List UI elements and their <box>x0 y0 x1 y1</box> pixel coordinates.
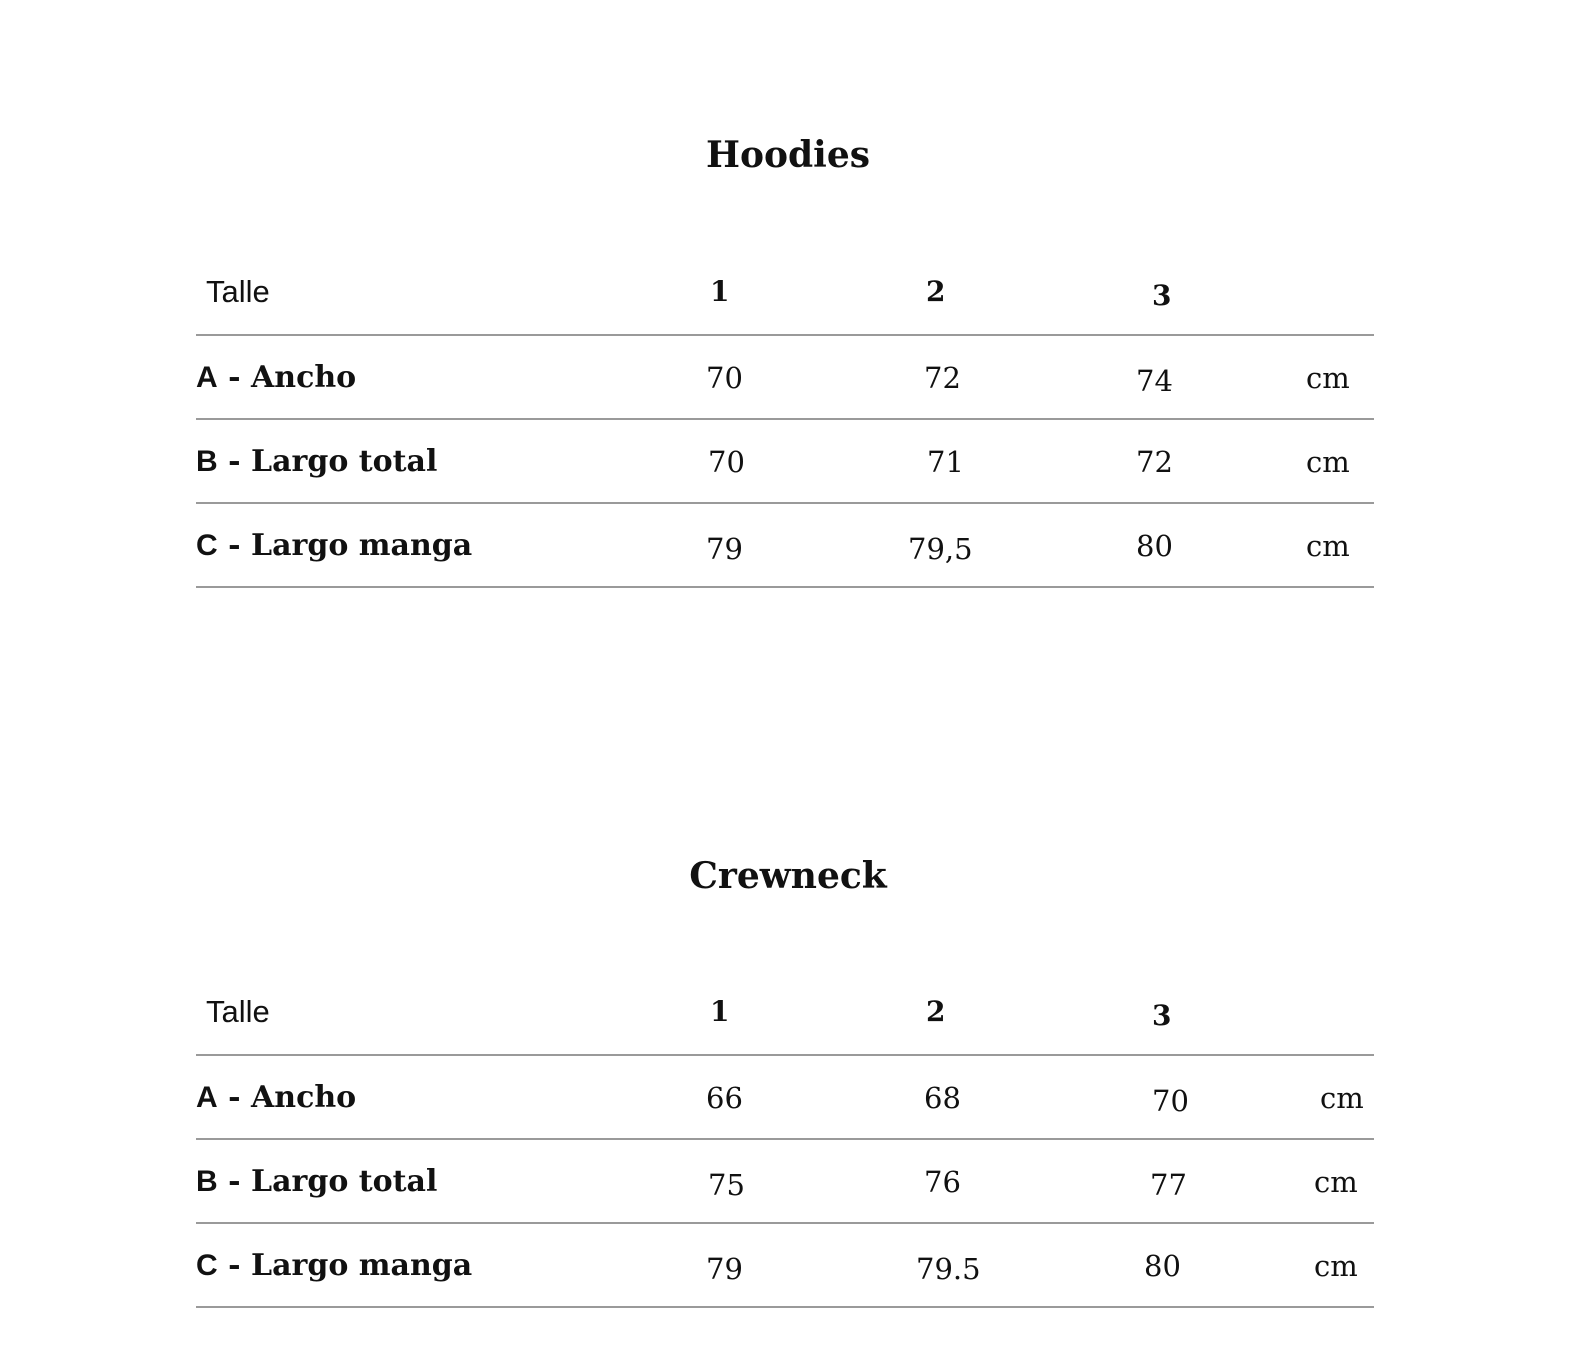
value-size-2: 79,5 <box>908 532 973 566</box>
table-row <box>196 1140 1374 1224</box>
table-row <box>196 336 1374 420</box>
measure-label: B - Largo total <box>196 444 438 479</box>
value-size-3: 77 <box>1150 1168 1187 1202</box>
hoodies-title: Hoodies <box>705 134 871 176</box>
value-size-3: 72 <box>1136 445 1173 479</box>
unit-label: cm <box>1314 1165 1358 1199</box>
table-row <box>196 1224 1374 1308</box>
measure-label: C - Largo manga <box>196 1248 473 1283</box>
value-size-1: 70 <box>708 445 745 479</box>
size-3-header: 3 <box>1152 999 1172 1032</box>
crewneck-size-table <box>196 974 1374 1308</box>
value-size-1: 79 <box>706 1252 743 1286</box>
table-header-row <box>196 254 1374 336</box>
value-size-3: 70 <box>1152 1084 1189 1118</box>
size-2-header: 2 <box>926 995 946 1028</box>
size-1-header: 1 <box>710 275 730 308</box>
value-size-3: 74 <box>1136 364 1173 398</box>
value-size-2: 71 <box>927 445 964 479</box>
size-2-header: 2 <box>926 275 946 308</box>
value-size-2: 76 <box>924 1165 961 1199</box>
table-row <box>196 420 1374 504</box>
unit-label: cm <box>1314 1249 1358 1283</box>
value-size-1: 79 <box>706 532 743 566</box>
value-size-1: 70 <box>706 361 743 395</box>
measure-label: B - Largo total <box>196 1164 438 1199</box>
value-size-2: 68 <box>924 1081 961 1115</box>
unit-label: cm <box>1306 529 1350 563</box>
talle-label: Talle <box>206 994 270 1029</box>
size-1-header: 1 <box>710 995 730 1028</box>
value-size-3: 80 <box>1136 529 1173 563</box>
table-header-row <box>196 974 1374 1056</box>
unit-label: cm <box>1306 445 1350 479</box>
unit-label: cm <box>1306 361 1350 395</box>
talle-label: Talle <box>206 274 270 309</box>
table-row <box>196 1056 1374 1140</box>
measure-label: A - Ancho <box>196 1080 357 1115</box>
unit-label: cm <box>1320 1081 1364 1115</box>
value-size-3: 80 <box>1144 1249 1181 1283</box>
measure-label: A - Ancho <box>196 360 357 395</box>
table-row <box>196 504 1374 588</box>
value-size-1: 75 <box>708 1168 745 1202</box>
value-size-2: 79.5 <box>916 1252 981 1286</box>
value-size-2: 72 <box>924 361 961 395</box>
hoodies-size-table <box>196 254 1374 588</box>
size-3-header: 3 <box>1152 279 1172 312</box>
crewneck-title: Crewneck <box>689 855 887 897</box>
value-size-1: 66 <box>706 1081 743 1115</box>
measure-label: C - Largo manga <box>196 528 473 563</box>
